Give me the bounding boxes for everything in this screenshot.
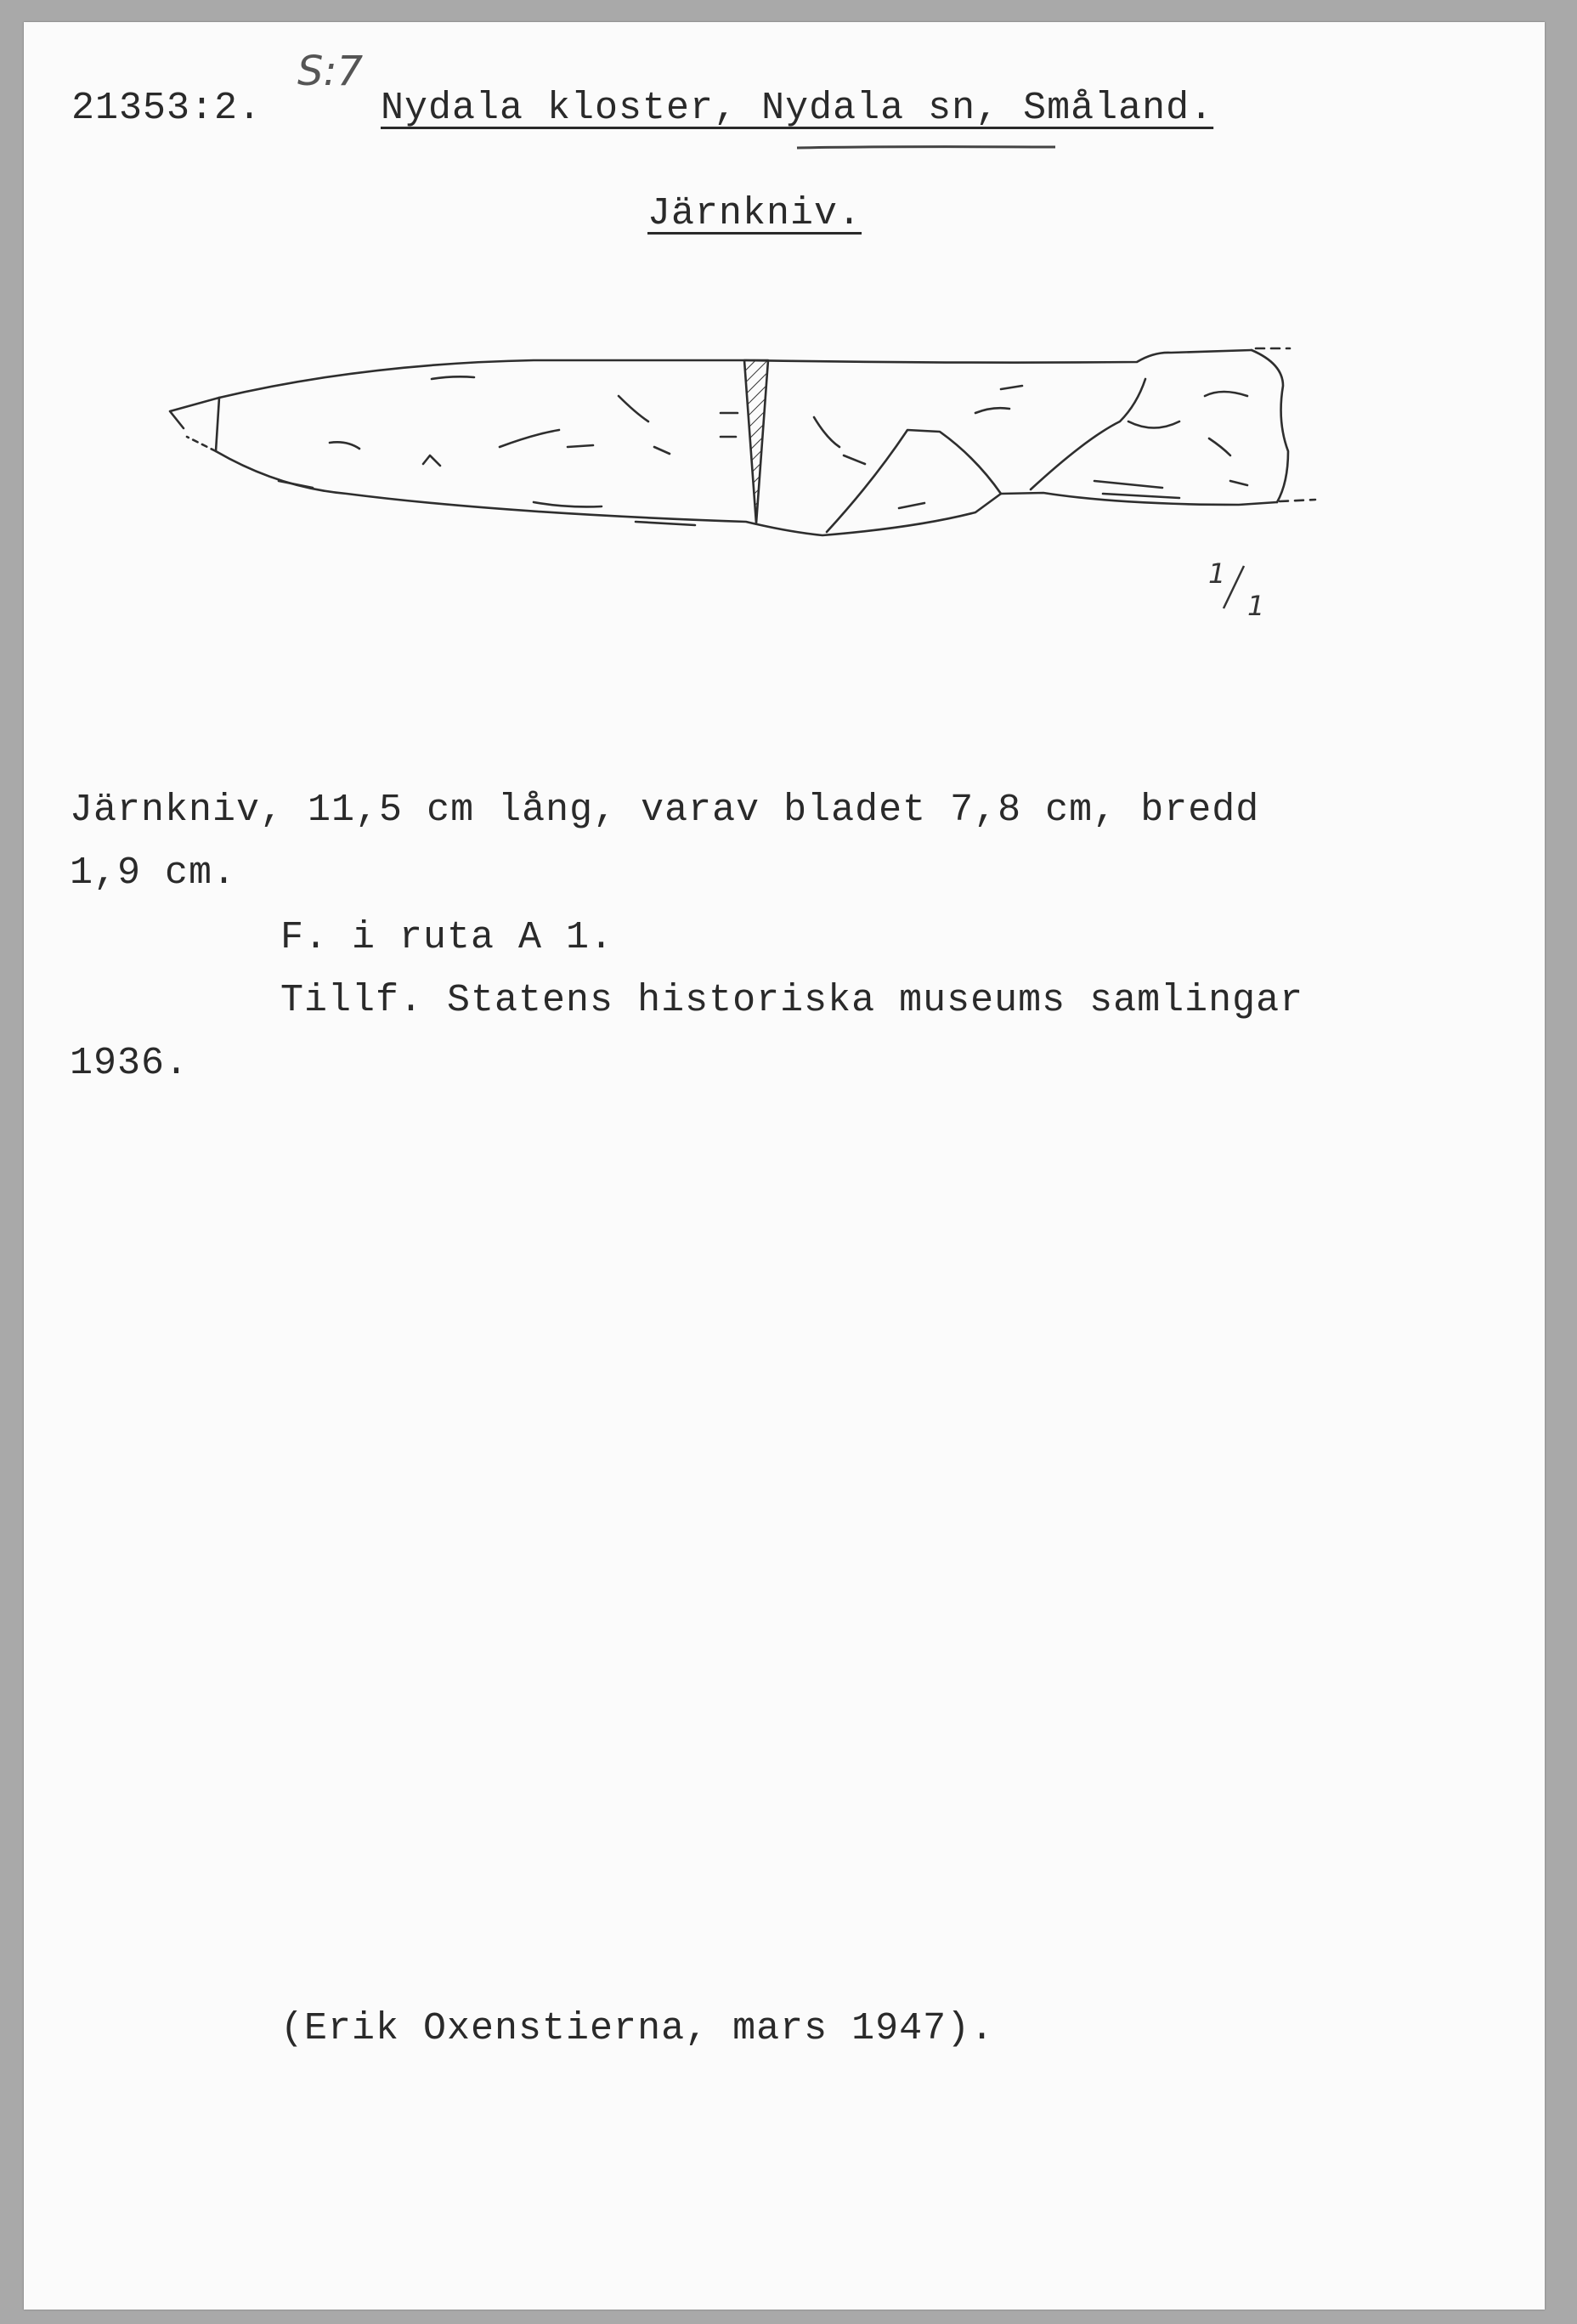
catalog-card xyxy=(24,22,1545,2310)
signature: (Erik Oxenstierna, mars 1947). xyxy=(280,2007,995,2050)
scale-numerator: 1 xyxy=(1208,557,1226,590)
find-location: F. i ruta A 1. xyxy=(280,916,614,959)
knife-drawing xyxy=(24,22,1545,622)
scale-mark xyxy=(1208,557,1264,622)
handwritten-note: S:7 xyxy=(297,48,364,95)
catalog-number: 21353:2. xyxy=(71,87,263,130)
acquisition-note: Tillf. Statens historiska museums samlingar xyxy=(280,979,1304,1022)
description-line-2: 1,9 cm. xyxy=(70,851,237,895)
acquisition-year: 1936. xyxy=(70,1042,189,1085)
object-title: Järnkniv. xyxy=(647,192,862,235)
description-line-1: Järnkniv, 11,5 cm lång, varav bladet 7,8 cm, bredd xyxy=(70,789,1260,832)
scale-denominator: 1 xyxy=(1247,590,1265,622)
location-heading: Nydala kloster, Nydala sn, Småland. xyxy=(381,87,1214,130)
